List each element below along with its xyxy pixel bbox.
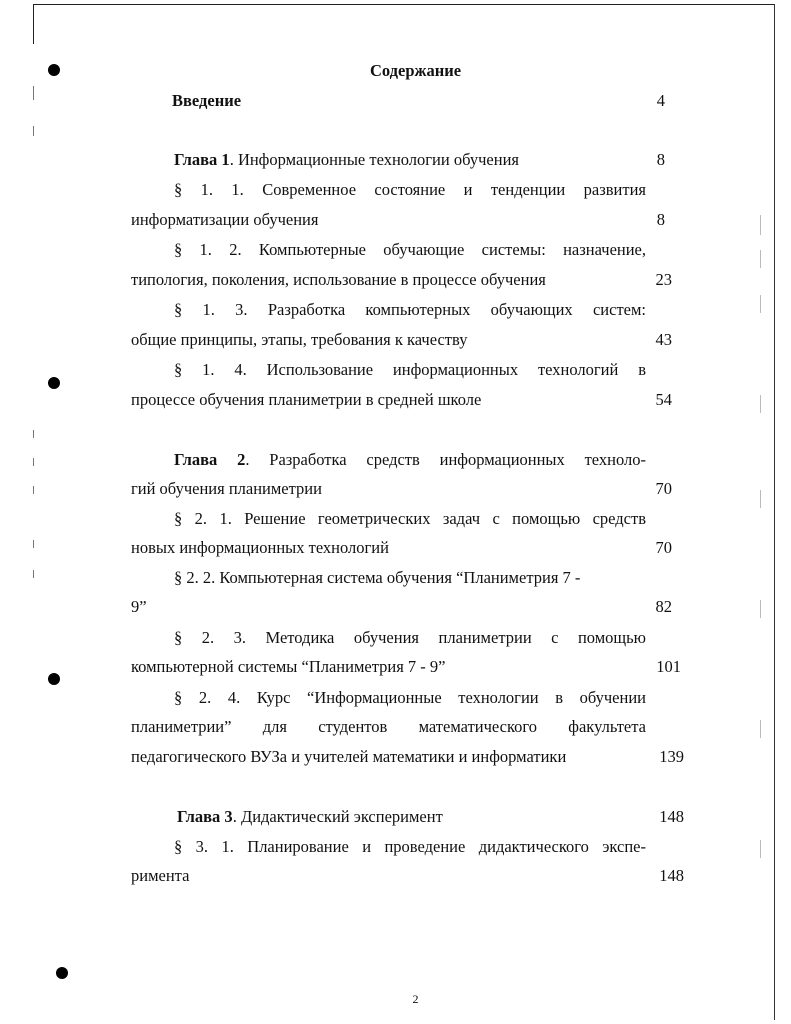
toc-section-1-1-line1[interactable]: § 1. 1. Современное состояние и тенденции развития <box>174 180 646 199</box>
punch-hole <box>48 673 60 685</box>
toc-page-section-1-2: 23 <box>655 270 672 289</box>
toc-section-1-2-line1[interactable]: § 1. 2. Компьютерные обучающие системы: назначение, <box>174 240 646 259</box>
toc-section-3-1-line1[interactable]: § 3. 1. Планирование и проведение дидактического экспе- <box>174 837 646 856</box>
chapter-2-title-line1: . Разработка средств информационных техноло- <box>245 450 646 469</box>
toc-page-chapter-1: 8 <box>656 150 665 169</box>
toc-section-3-1-line2[interactable]: римента <box>131 866 190 885</box>
toc-section-2-4-line3[interactable]: педагогического ВУЗа и учителей математики и информатики <box>131 747 567 766</box>
toc-page-section-1-4: 54 <box>655 390 672 409</box>
toc-page-section-2-1: 70 <box>655 538 672 557</box>
toc-section-2-1-line2[interactable]: новых информационных технологий <box>131 538 389 557</box>
scan-border-top <box>33 4 775 5</box>
scan-mark <box>760 295 761 313</box>
toc-page-section-2-2: 82 <box>655 597 672 616</box>
chapter-2-label: Глава 2 <box>174 450 246 469</box>
toc-chapter-2-line1[interactable] <box>174 450 646 470</box>
toc-section-1-4-line1[interactable]: § 1. 4. Использование информационных технологий в <box>174 360 646 379</box>
toc-page-chapter-2: 70 <box>655 479 672 498</box>
scan-mark <box>760 395 761 413</box>
scan-mark <box>760 490 761 508</box>
chapter-3-title: . Дидактический эксперимент <box>232 807 443 826</box>
scan-mark <box>760 215 761 235</box>
toc-section-2-1-line1[interactable]: § 2. 1. Решение геометрических задач с помощью средств <box>174 509 646 528</box>
toc-section-2-4-line1[interactable]: § 2. 4. Курс “Информационные технологии в обучении <box>174 688 646 707</box>
toc-entry-intro[interactable] <box>172 91 241 111</box>
toc-section-1-1-line2[interactable]: информатизации обучения <box>131 210 319 229</box>
toc-section-2-3-line2[interactable]: компьютерной системы “Планиметрия 7 - 9” <box>131 657 446 676</box>
chapter-3-label: Глава 3 <box>177 807 233 826</box>
toc-chapter-3[interactable] <box>177 807 443 827</box>
toc-section-1-4-line2[interactable]: процессе обучения планиметрии в средней школе <box>131 390 482 409</box>
toc-page-section-2-3: 101 <box>656 657 681 676</box>
toc-section-1-3-line1[interactable]: § 1. 3. Разработка компьютерных обучающих систем: <box>174 300 646 319</box>
toc-page-section-1-3: 43 <box>655 330 672 349</box>
toc-page-section-2-4: 139 <box>659 747 684 766</box>
scan-border-left <box>33 4 34 44</box>
scan-mark <box>33 430 34 438</box>
chapter-1-title: . Информационные технологии обучения <box>229 150 519 169</box>
scan-mark <box>760 250 761 268</box>
toc-page-section-3-1: 148 <box>659 866 684 885</box>
toc-page-intro: 4 <box>656 91 665 110</box>
scan-mark <box>33 486 34 494</box>
toc-section-2-3-line1[interactable]: § 2. 3. Методика обучения планиметрии с помощью <box>174 628 646 647</box>
scan-mark <box>33 540 34 548</box>
toc-section-1-3-line2[interactable]: общие принципы, этапы, требования к качеству <box>131 330 468 349</box>
toc-section-2-4-line2[interactable]: планиметрии” для студентов математического факультета <box>131 717 646 736</box>
page-number: 2 <box>412 992 419 1006</box>
toc-page-chapter-3: 148 <box>659 807 684 826</box>
scan-mark <box>760 600 761 618</box>
punch-hole <box>56 967 68 979</box>
toc-section-1-2-line2[interactable]: типология, поколения, использование в процессе обучения <box>131 270 546 289</box>
toc-title: Содержание <box>369 61 462 80</box>
scan-mark <box>33 570 34 578</box>
punch-hole <box>48 377 60 389</box>
toc-chapter-2-line2[interactable]: гий обучения планиметрии <box>131 479 322 498</box>
toc-chapter-1[interactable] <box>174 150 519 170</box>
toc-intro-label: Введение <box>172 91 242 110</box>
scan-mark <box>33 126 34 136</box>
chapter-1-label: Глава 1 <box>174 150 230 169</box>
scan-mark <box>33 86 34 100</box>
scan-border-right <box>774 4 775 1020</box>
toc-page-section-1-1: 8 <box>656 210 665 229</box>
toc-section-2-2-line2[interactable]: 9” <box>131 597 147 616</box>
scan-mark <box>33 458 34 466</box>
toc-section-2-2-line1[interactable]: § 2. 2. Компьютерная система обучения “Планиметрия 7 - <box>174 568 581 587</box>
scan-mark <box>760 840 761 858</box>
scan-mark <box>760 720 761 738</box>
